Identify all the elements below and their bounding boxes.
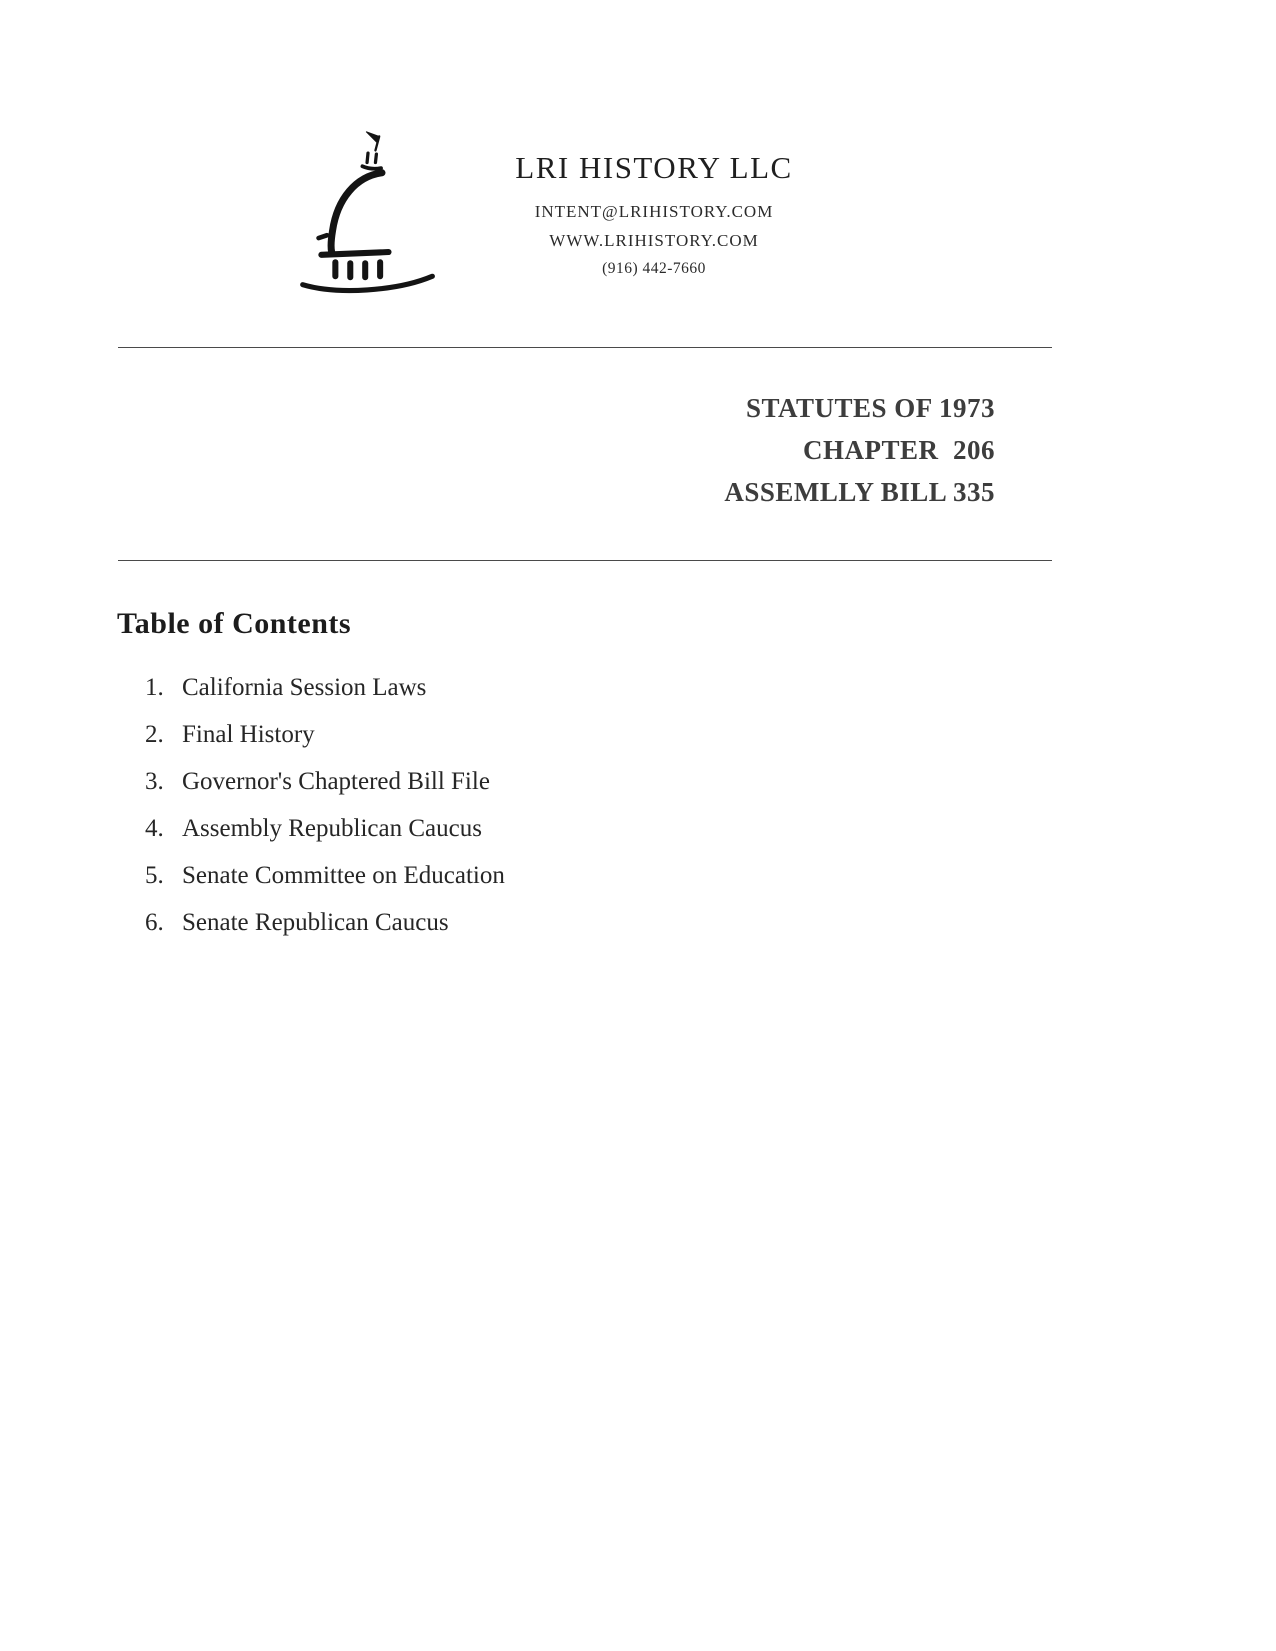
capitol-dome-logo-icon	[298, 128, 438, 299]
toc-item	[145, 769, 1276, 794]
toc-item-label: California Session Laws	[182, 673, 427, 701]
company-email: INTENT@LRIHISTORY.COM	[534, 202, 774, 221]
toc-item-number: 1.	[145, 673, 164, 701]
statute-title-block	[0, 388, 1276, 514]
toc-heading: Table of Contents	[117, 606, 352, 640]
toc-item-number: 5.	[145, 861, 164, 889]
toc-item-label: Assembly Republican Caucus	[182, 814, 482, 842]
toc-item	[145, 722, 1276, 747]
assembly-bill-line: ASSEMLLY BILL 335	[724, 476, 995, 507]
statutes-line: STATUTES OF 1973	[745, 393, 995, 423]
toc-item-label: Final History	[182, 720, 315, 748]
company-block	[474, 150, 834, 278]
toc-item-number: 6.	[145, 908, 164, 936]
chapter-line: CHAPTER 206	[802, 434, 995, 465]
divider-top	[118, 347, 1052, 348]
toc-item-number: 2.	[145, 720, 164, 748]
toc-item	[145, 910, 1276, 935]
company-phone: (916) 442-7660	[602, 260, 706, 277]
toc-item	[145, 816, 1276, 841]
toc-item-number: 4.	[145, 814, 164, 842]
toc-item-number: 3.	[145, 767, 164, 795]
toc-item-label: Senate Republican Caucus	[182, 908, 449, 936]
toc-item-label: Senate Committee on Education	[182, 861, 505, 889]
divider-middle	[118, 560, 1052, 561]
letterhead	[0, 0, 1276, 299]
toc-item	[145, 863, 1276, 888]
company-name: LRI HISTORY LLC	[515, 150, 793, 185]
toc-list	[145, 675, 1276, 935]
company-website: WWW.LRIHISTORY.COM	[549, 231, 759, 250]
toc-item	[145, 675, 1276, 700]
toc-item-label: Governor's Chaptered Bill File	[182, 767, 490, 795]
